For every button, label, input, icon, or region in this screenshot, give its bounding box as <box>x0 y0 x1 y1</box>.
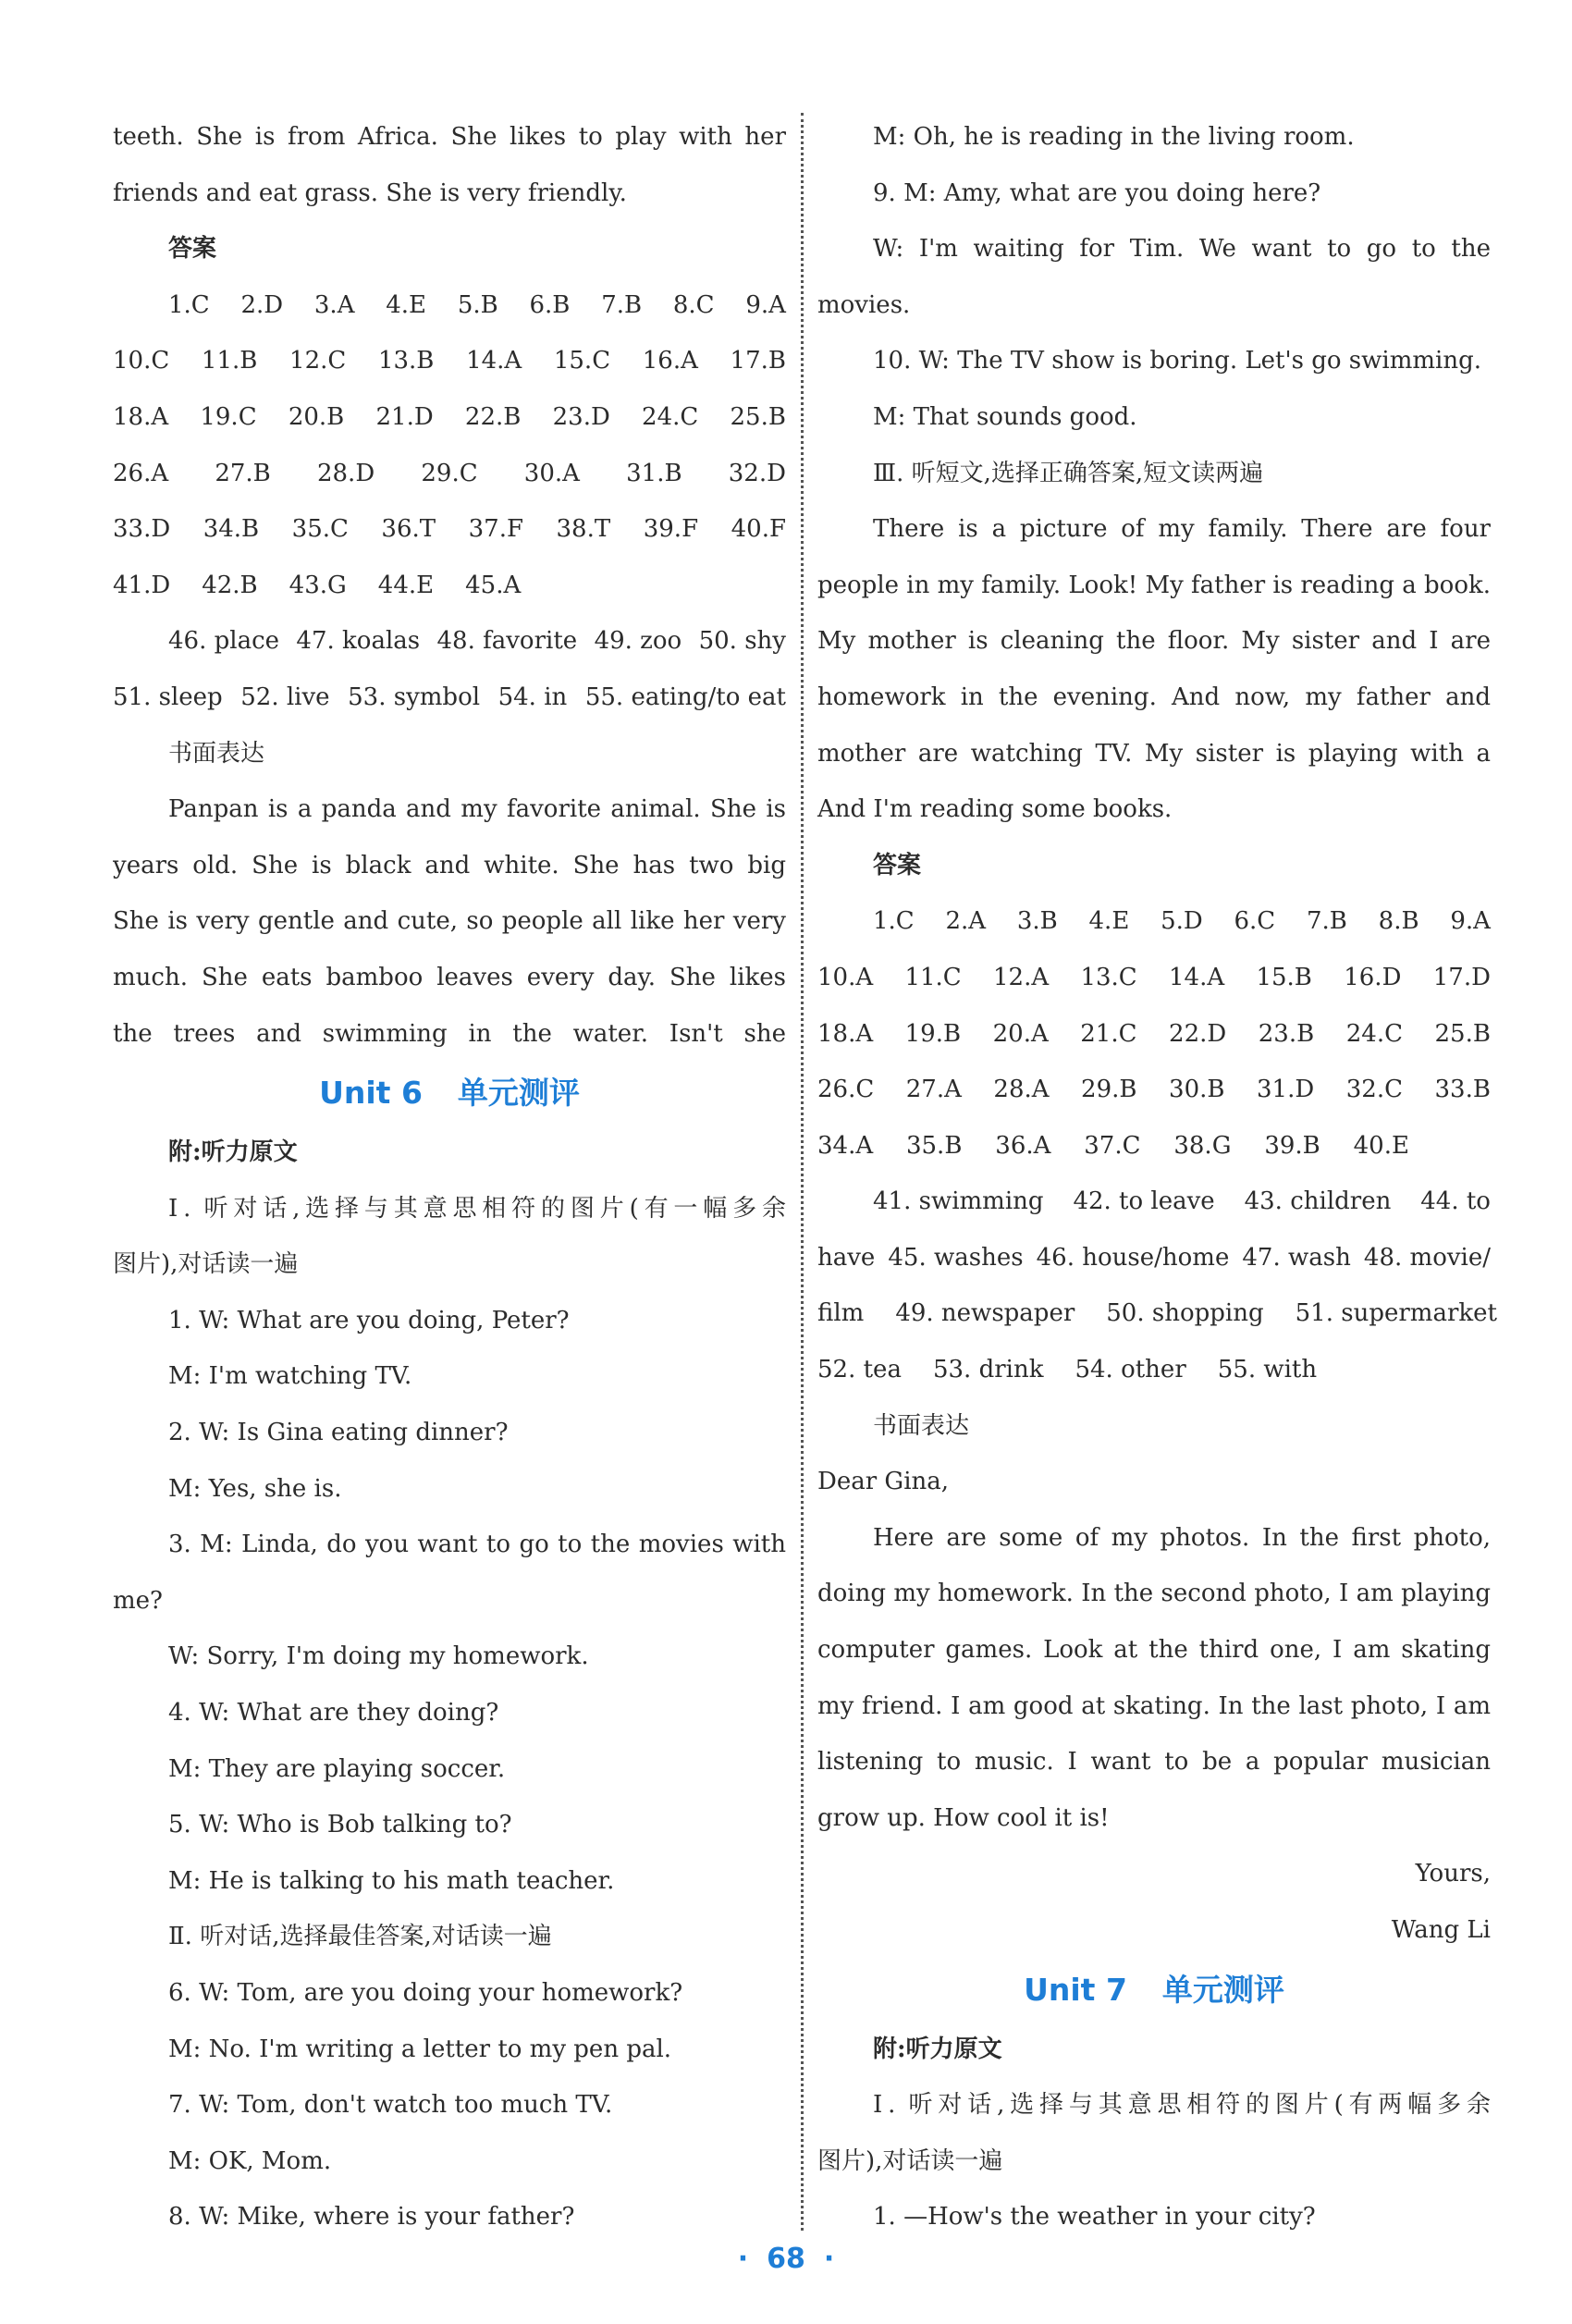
dialog-line: 5. W: Who is Bob talking to? <box>168 1811 512 1839</box>
answer-item: 20.A <box>992 1019 1049 1048</box>
answer-item: 53. drink <box>932 1356 1044 1384</box>
answer-item: 8.B <box>1378 907 1419 936</box>
answer-item: 2.D <box>240 290 284 319</box>
answer-item: 53. symbol <box>348 682 481 711</box>
answer-item: 32.D <box>728 459 786 487</box>
unit-title: Unit 7 <box>1024 1971 1127 2008</box>
answer-item: 20.B <box>288 402 345 431</box>
answer-item: 5.D <box>1161 907 1203 936</box>
story-line: teeth. She is from Africa. She likes to play with her <box>113 123 786 151</box>
answer-item: 43. children <box>1244 1187 1392 1216</box>
passage-line: My mother is cleaning the floor. My sister and I are <box>817 627 1491 656</box>
answer-item: 9.A <box>745 290 786 319</box>
writing-heading: 书面表达 <box>873 1411 970 1440</box>
answer-row <box>817 893 1491 950</box>
dialog-line: 8. W: Mike, where is your father? <box>168 2203 575 2232</box>
answer-item: 16.D <box>1344 963 1402 991</box>
letter-line: grow up. How cool it is! <box>817 1803 1110 1832</box>
passage-line: mother are watching TV. My sister is playing with a <box>817 739 1491 768</box>
answer-item: 11.C <box>904 963 962 991</box>
answer-row <box>113 501 786 558</box>
dialog-line: M: I'm watching TV. <box>168 1362 412 1391</box>
answer-item: 10.A <box>817 963 874 991</box>
answer-item: 51. supermarket <box>1295 1299 1497 1328</box>
answer-row <box>817 1062 1491 1118</box>
answer-row <box>113 333 786 389</box>
answer-row <box>817 1006 1491 1063</box>
answer-item: 52. live <box>240 682 330 711</box>
dialog-line: movies. <box>817 290 911 319</box>
dialog-line: M: That sounds good. <box>873 402 1137 431</box>
answer-item: 52. tea <box>817 1356 902 1384</box>
answer-item: 11.B <box>201 347 258 375</box>
dialog-line: 1. —How's the weather in your city? <box>873 2203 1316 2232</box>
answer-item: 45.A <box>465 571 522 599</box>
answer-item: 46. place <box>168 627 280 656</box>
answer-item: 49. newspaper <box>895 1299 1075 1328</box>
answer-item: 47. koalas <box>296 627 421 656</box>
unit-heading <box>113 1062 786 1125</box>
dialog-line: W: I'm waiting for Tim. We want to go to the <box>873 235 1491 264</box>
answer-item: 6.C <box>1234 907 1276 936</box>
answer-item: 40.F <box>731 515 786 544</box>
answer-item: 38.T <box>556 515 611 544</box>
fill-row <box>817 1230 1491 1286</box>
answers-heading: 答案 <box>873 851 922 879</box>
appendix-heading: 附:听力原文 <box>168 1138 298 1167</box>
answer-item: 13.C <box>1080 963 1137 991</box>
answer-item: 15.B <box>1256 963 1312 991</box>
letter-line: listening to music. I want to be a popular musician <box>817 1748 1491 1777</box>
page-number-value: 68 <box>767 2243 805 2275</box>
section-heading: Ⅱ. 听对话,选择最佳答案,对话读一遍 <box>168 1923 552 1951</box>
letter-line: my friend. I am good at skating. In the last photo, I am <box>817 1691 1491 1720</box>
answer-item: 48. movie/ <box>1363 1243 1491 1272</box>
letter-line: Here are some of my photos. In the first photo, <box>873 1523 1491 1552</box>
answer-row <box>817 950 1491 1006</box>
answer-item: 33.B <box>1434 1076 1491 1104</box>
fill-row <box>113 613 786 670</box>
answer-item: 55. eating/to eat <box>584 682 786 711</box>
answer-item: 32.C <box>1345 1076 1403 1104</box>
answer-item: 15.C <box>553 347 611 375</box>
answer-item: 24.C <box>642 402 699 431</box>
answer-item: 43.G <box>289 571 347 599</box>
answer-item: 2.A <box>945 907 987 936</box>
answer-item: 3.B <box>1016 907 1058 936</box>
answer-item: 30.B <box>1169 1076 1225 1104</box>
answer-item: 23.B <box>1258 1019 1315 1048</box>
answer-item: 54. other <box>1075 1356 1186 1384</box>
answer-item: have <box>817 1243 876 1272</box>
answer-item: 14.A <box>1169 963 1225 991</box>
answer-item: 21.C <box>1080 1019 1137 1048</box>
answer-item: 13.B <box>377 347 435 375</box>
answer-item: 22.B <box>464 402 522 431</box>
answer-item: 21.D <box>375 402 434 431</box>
answer-item: 34.A <box>817 1131 874 1160</box>
answer-item: 29.C <box>421 459 478 487</box>
answer-item: 35.C <box>291 515 349 544</box>
answer-item: 29.B <box>1081 1076 1137 1104</box>
section-heading: Ⅲ. 听短文,选择正确答案,短文读两遍 <box>873 459 1264 487</box>
letter-line: computer games. Look at the third one, I am skating <box>817 1636 1491 1665</box>
dialog-line: 9. M: Amy, what are you doing here? <box>873 178 1321 207</box>
answer-item: 27.B <box>215 459 271 487</box>
fill-row <box>817 1342 1491 1398</box>
dialog-line: M: No. I'm writing a letter to my pen pal. <box>168 2035 672 2063</box>
dialog-line: 1. W: What are you doing, Peter? <box>168 1306 570 1334</box>
answer-item: 50. shopping <box>1106 1299 1264 1328</box>
passage-line: And I'm reading some books. <box>817 795 1173 824</box>
answer-item: 10.C <box>113 347 170 375</box>
answer-row <box>113 446 786 502</box>
letter-signoff: Yours, <box>1415 1860 1491 1888</box>
answer-item: 55. with <box>1217 1356 1318 1384</box>
answer-item: 23.D <box>552 402 610 431</box>
dialog-line: 6. W: Tom, are you doing your homework? <box>168 1979 683 2007</box>
answer-item: 8.C <box>672 290 715 319</box>
answer-row <box>113 558 786 614</box>
answer-item: 12.C <box>289 347 347 375</box>
answer-row <box>113 389 786 446</box>
fill-row <box>113 670 786 726</box>
answer-item: 37.F <box>468 515 524 544</box>
answer-item: 37.C <box>1084 1131 1141 1160</box>
answer-item: 28.D <box>316 459 375 487</box>
answer-item: 22.D <box>1169 1019 1227 1048</box>
page-number <box>0 2243 1572 2275</box>
answer-item: 33.D <box>113 515 171 544</box>
answer-item: 45. washes <box>888 1243 1024 1272</box>
answer-item: 39.F <box>643 515 699 544</box>
story-line: friends and eat grass. She is very friendly. <box>113 178 627 207</box>
answer-item: 44. to <box>1420 1187 1491 1216</box>
answer-item: 16.A <box>642 347 698 375</box>
answer-item: 34.B <box>203 515 260 544</box>
answer-item: 19.B <box>904 1019 962 1048</box>
answer-item: 19.C <box>200 402 257 431</box>
section-heading: Ⅰ. 听对话,选择与其意思相符的图片(有一幅多余 <box>168 1194 786 1223</box>
right-column <box>817 109 1497 2245</box>
answer-item: 31.B <box>626 459 682 487</box>
answer-item: 40.E <box>1353 1131 1409 1160</box>
answer-item: 38.G <box>1173 1131 1232 1160</box>
answer-item: 4.E <box>1088 907 1130 936</box>
dialog-line: 3. M: Linda, do you want to go to the movies with <box>168 1531 786 1559</box>
answer-item: 18.A <box>817 1019 874 1048</box>
answer-item: 7.B <box>1306 907 1347 936</box>
answer-item: 30.A <box>523 459 580 487</box>
section-heading: 图片),对话读一遍 <box>113 1250 299 1279</box>
page-dot: · <box>737 2243 749 2275</box>
dialog-line: W: Sorry, I'm doing my homework. <box>168 1642 589 1671</box>
unit-subtitle: 单元测评 <box>457 1075 580 1112</box>
answer-item: 41.D <box>113 571 171 599</box>
answer-item: 18.A <box>113 402 169 431</box>
answer-item: 14.A <box>466 347 522 375</box>
answer-item: 6.B <box>529 290 571 319</box>
answer-item: 51. sleep <box>113 682 223 711</box>
answer-item: 31.D <box>1257 1076 1315 1104</box>
answer-item: 3.A <box>313 290 355 319</box>
appendix-heading: 附:听力原文 <box>873 2035 1002 2063</box>
dialog-line: M: He is talking to his math teacher. <box>168 1866 615 1895</box>
essay-line: She is very gentle and cute, so people all like her very <box>113 907 786 936</box>
answer-item: 1.C <box>873 907 915 936</box>
answer-item: 42.B <box>202 571 258 599</box>
answer-item: 25.B <box>730 402 786 431</box>
answer-item: 27.A <box>905 1076 962 1104</box>
answer-item: 9.A <box>1450 907 1491 936</box>
passage-line: There is a picture of my family. There are four <box>873 515 1491 544</box>
answer-item: 26.C <box>817 1076 875 1104</box>
answer-row <box>113 277 786 334</box>
dialog-line: me? <box>113 1586 163 1615</box>
answer-item: 49. zoo <box>594 627 682 656</box>
answer-item: 7.B <box>601 290 643 319</box>
answer-item: 41. swimming <box>873 1187 1044 1216</box>
letter-line: doing my homework. In the second photo, I am playing <box>817 1580 1491 1608</box>
answer-item: 42. to leave <box>1073 1187 1215 1216</box>
fill-row <box>817 1174 1491 1230</box>
answers-heading: 答案 <box>168 235 217 264</box>
dialog-line: 2. W: Is Gina eating dinner? <box>168 1419 509 1447</box>
answer-item: 50. shy <box>698 627 786 656</box>
answer-item: 47. wash <box>1242 1243 1351 1272</box>
dialog-line: 10. W: The TV show is boring. Let's go swimming. <box>873 347 1481 375</box>
answer-item: 4.E <box>386 290 427 319</box>
answer-item: 1.C <box>168 290 210 319</box>
answer-item: 36.T <box>381 515 436 544</box>
essay-line: much. She eats bamboo leaves every day. She likes <box>113 963 786 991</box>
answer-item: 25.B <box>1434 1019 1491 1048</box>
section-heading: Ⅰ. 听对话,选择与其意思相符的图片(有两幅多余 <box>873 2091 1491 2120</box>
dialog-line: 4. W: What are they doing? <box>168 1699 499 1728</box>
answer-item: 17.B <box>730 347 786 375</box>
essay-line: Panpan is a panda and my favorite animal. She is <box>168 795 786 824</box>
answer-item: 46. house/home <box>1036 1243 1230 1272</box>
dialog-line: M: OK, Mom. <box>168 2146 332 2175</box>
left-column <box>113 109 786 2245</box>
column-divider <box>801 113 804 2231</box>
answer-item: 28.A <box>993 1076 1050 1104</box>
dialog-line: M: Oh, he is reading in the living room. <box>873 123 1355 151</box>
answer-row <box>817 1118 1409 1174</box>
essay-line: years old. She is black and white. She has two big <box>113 851 786 879</box>
fill-row <box>817 1285 1497 1342</box>
answer-item: 12.A <box>993 963 1050 991</box>
essay-line: the trees and swimming in the water. Isn't she <box>113 1019 786 1048</box>
answer-item: 44.E <box>377 571 435 599</box>
letter-greeting: Dear Gina, <box>817 1468 950 1496</box>
writing-heading: 书面表达 <box>168 739 265 768</box>
answer-item: 36.A <box>995 1131 1051 1160</box>
dialog-line: M: They are playing soccer. <box>168 1754 506 1783</box>
answer-item: 54. in <box>497 682 568 711</box>
answer-item: 5.B <box>457 290 498 319</box>
answer-item: 48. favorite <box>436 627 578 656</box>
unit-subtitle: 单元测评 <box>1161 1971 1284 2008</box>
answer-item: 17.D <box>1432 963 1491 991</box>
passage-line: people in my family. Look! My father is reading a book. <box>817 571 1491 599</box>
unit-heading <box>817 1959 1491 2022</box>
dialog-line: M: Yes, she is. <box>168 1474 342 1503</box>
answer-item: 39.B <box>1264 1131 1320 1160</box>
answer-item: 26.A <box>113 459 169 487</box>
answer-item: 24.C <box>1345 1019 1403 1048</box>
unit-title: Unit 6 <box>319 1075 423 1112</box>
passage-line: homework in the evening. And now, my father and <box>817 682 1491 711</box>
letter-signature: Wang Li <box>1391 1916 1491 1944</box>
section-heading: 图片),对话读一遍 <box>817 2146 1003 2175</box>
answer-item: 35.B <box>905 1131 963 1160</box>
page-dot: · <box>823 2243 835 2275</box>
answer-item: film <box>817 1299 865 1328</box>
dialog-line: 7. W: Tom, don't watch too much TV. <box>168 2091 613 2120</box>
